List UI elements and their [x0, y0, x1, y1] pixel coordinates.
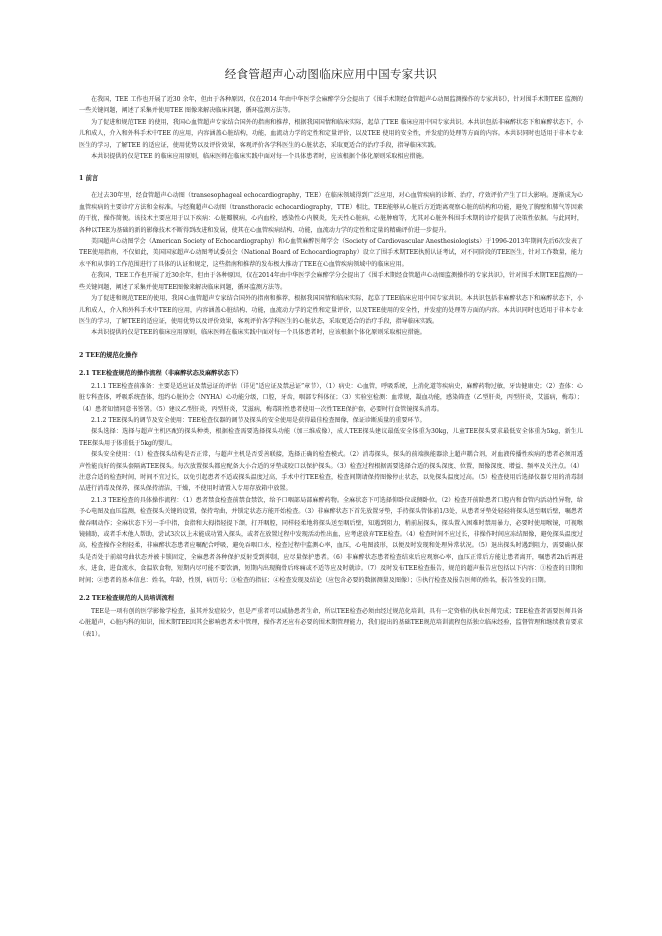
body-paragraph: 2.1.1 TEE检查前准备：主要是适应证及禁忌证的评估（详见“适应证及禁忌证”章节），（1）病史：心血管，呼吸系统，上消化道等疾病史，麻醉药物过敏，牙齿健康史；（2）查体：心脏专科查体，呼吸系统查体，纽约心脏协会（NYHA）心功能分级，口腔，牙齿，咽部专科体征；（3）实验室检测：血常规，凝血功能，感染筛查（乙型肝炎，丙型肝炎，艾滋病，梅毒）；（4）患者知情同意书签署。（5）建议乙型肝炎，丙型肝炎，艾滋病，梅毒阳性患者使用一次性TEE保护套，必要时行食管镜探头消毒。 [79, 382, 583, 413]
subsection-heading: 2.2 TEE检查规范的人员培训流程 [79, 595, 175, 603]
abstract-paragraph: 本共识提供的仅是TEE 的临床应用原则，临床医师在临床实践中面对每一个具体患者时，应该根据个体化原则采取相应措施。 [91, 153, 428, 161]
body-paragraph: 本共识提供的仅是TEE的临床应用原则，临床医师在临床实践中面对每一个具体患者时，应该根据个体化原则采取相应措施。 [91, 329, 426, 337]
body-paragraph: 在过去30年里，经食管超声心动图（transesophageal echocardiography，TEE）在临床领域得到广泛应用，对心血管疾病的诊断、治疗，疗效评价产生了巨大影响。逐渐成为心血管疾病的主要诊疗方法和金标准。与经胸超声心动图（transthoracic echocardiography，TTE）相比，TEE能够从心脏后方近距离观察心脏的结构和功能，避免了胸壁和肺气等因素的干扰，操作简便。该技术主要应用于以下疾病：心脏瓣膜病，心内血栓，感染性心内膜炎，先天性心脏病，心脏肿瘤等，尤其对心脏外科围手术期的诊疗提供了决策性依据。与此同时，各种以TEE为基础的新的影像技术不断得到改进和发展，使其在心血管疾病结构、功能，血流动力学的定性和定量的精确评价进一步提升。 [79, 192, 583, 234]
body-paragraph: 探头选择：选择与超声主机匹配的探头种类，根据检查需要选择探头功能（加三维成像），成人TEE探头建议最低安全体重为30kg，儿童TEE探头要求最低安全体重为5kg，新生儿TEE探头用于体重低于5kg的婴儿。 [79, 428, 583, 447]
abstract-paragraph: 为了促进和规范TEE 的使用，我国心血管超声专家结合国外的指南和推荐，根据我国国情和临床实际，起草了TEE 临床应用中国专家共识。本共识包括非麻醉状态下和麻醉状态下，小儿和成人，介入和外科手术中TEE 的应用，内容涵盖心脏结构，功能，血流动力学的定性和定量评价，以及TEE 使用的安全性，并发症的处理等方面的内容。本共识同时也适用于非本专业医生的学习，了解TEE 的适应证，使用优势以及评价效果，客观评价各学科医生的心脏状态，采取更适合的治疗手段，指导临床实践。 [79, 118, 583, 149]
body-paragraph: 探头安全使用：（1）检查探头结构是否正常，与超声主机是否妥善联接，选择正确的检查模式。（2）消毒探头，探头的前端换能器涂上超声耦合剂，对血液传播性疾病的患者必须用透声性能良好的探头套隔离TEE探头。每次放置探头都应配备大小合适的牙垫或咬口以保护探头。（3）检查过程根据需要选择合适的探头深度、位置，图像深度、增益、频率及关注点。（4）注意合适的检查时间，时间不宜过长，以免引起患者不适或探头温度过高，手术中行TEE检查，检查间期请保持图像停止状态，以免探头温度过高。（5）检查使用后选择仪器专用的消毒制品进行消毒及保养，探头保持清洁，干燥，不使用时请置入专用存放箱中放置。 [79, 451, 583, 493]
abstract-paragraph: 在我国，TEE 工作也开展了近30 余年，但由于各种原因，仅在2014 年由中华医学会麻醉学分会提出了《围手术期经食管超声心动图监测操作的专家共识》，针对围手术期TEE 监测的一些关键问题，阐述了采集并使用TEE 图像来解决临床问题，循环监测方法等。 [79, 96, 583, 115]
body-paragraph: 2.1.3 TEE检查的具体操作流程：（1）患者禁食检查前禁食禁饮，给予口咽部局部麻醉药物。全麻状态下可选择仰卧位或侧卧位。（2）检查开前除患者口腔内和食管内活动性异物，给予心电图及血压监测，检查探头关键的设置，保持弯曲，并锁定状态方能开始检查。（3）非麻醉状态下首先放置牙垫，手持探头管体前1/3处，从患者牙垫处轻轻将探头送至咽后壁，嘱患者做吞咽动作；全麻状态下另一手中指，食指和大拇指轻提下颌，打开咽腔，同样轻柔地将探头送至咽后壁，知遇到阻力，稍前屈探头，探头置入困难时禁用暴力，必要时使用喉镜，可视喉镜辅助，或者手术他人帮助，尝试3次以上未能成功置入探头，或者在放置过程中发现活动性出血，应考虑放弃TEE检查。（4）检查时间不应过长，非操作时间应冻结图像，避免探头温度过高，检查操作全程轻柔，非麻醉状态患者应嘱配合呼吸，避免吞咽口水，检查过程中监测心率，血压，心电图波形，以便及时发现和处理异常状况。（5）退出探头时遇到阻力，需要确认探头是否处于前端弯曲状态并被卡锁固定，全麻患者各种保护反射受到抑制，应尽量保护患者。（6）非麻醉状态患者检查结束后应观察心率，血压正常后方能让患者离开，嘱患者2h后再进水，进食，进食流水，食温软食物，短期内尽可能不要饮酒，短期内出现胸骨后疼痛或不适等应及时就诊。（7）及时发布TEE检查报告，规范的超声报告应包括以下内容：①检查的日期和时间；②患者的基本信息：姓名，年龄，性别，病历号；③检查的指征；④检查发现及结论（应包含必要的数据测量及图像）；⑤执行检查及报告医师的姓名，报告签发的日期。 [79, 496, 583, 584]
document-title: 经食管超声心动图临床应用中国专家共识 [224, 67, 438, 81]
section-standard-operation [79, 351, 583, 641]
section-introduction [79, 174, 583, 338]
abstract-block [79, 94, 583, 162]
body-paragraph: 为了促进和规范TEE的使用，我国心血管超声专家结合国外的指南和推荐，根据我国国情和临床实际，起草了TEE临床应用中国专家共识。本共识包括非麻醉状态下和麻醉状态下，小儿和成人，介入和外科手术中TEE的应用，内容涵盖心脏结构、功能，血流动力学的定性和定量评价，以及TEE使用的安全性，并发症的处理等方面的内容。本共识同时也适用于非本专业医生的学习，了解TEE的适应证，使用优势以及评价效果，客观评价各学科医生的心脏状态，采取更适合的治疗手段，指导临床实践。 [79, 295, 583, 325]
section-heading: 2 TEE的规范化操作 [79, 351, 138, 359]
body-paragraph: 2.1.2 TEE探头的调节及安全使用：TEE检查仪器的调节及探头的安全使用是获得最佳检查图像，保证诊断质量的重要环节。 [91, 416, 426, 424]
body-paragraph: 美国超声心动图学会（American Society of Echocardiography）和心血管麻醉医师学会（Society of Cardiovascular Anesthesiologists）于1996-2013年期间先后6次发表了TEE使用指南，不仅如此，美国国家超声心动图考试委员会（National Board of Echocardiography）设立了围手术期TEE执照认证考试，对不同阶段的TEE医生，针对工作数量，能力水平和从事的工作范围进行了具体的认证和规定，这些指南和推荐的发布极大推动了TEE在心血管疾病领域中的临床应用。 [79, 238, 583, 268]
subsection-heading: 2.1 TEE检查规范的操作流程（非麻醉状态及麻醉状态下） [79, 369, 243, 377]
body-paragraph: TEE是一项有创的医学影像学检查，虽其并发症较少，但是严重者可以威胁患者生命，所以TEE检查必须由经过规范化培训，具有一定资格的执业医师完成；TEE检查者需要医师具备心脏超声，心脏内科的知识，围术期TEE因其会影响患者术中管理，操作者还应有必要的围术期管理能力，我们提出的基础TEE规范培训流程包括独立临床经验，监督管理和继续教育要求（表1）。 [79, 608, 583, 638]
body-paragraph: 在我国，TEE工作也开展了近30余年，但由于各种原因，仅在2014年由中华医学会麻醉学分会提出了《围手术期经食管超声心动图监测操作的专家共识》，针对围手术期TEE监测的一些关键问题，阐述了采集并使用TEE图像来解决临床问题，循环监测方法等。 [79, 272, 583, 291]
section-heading: 1 前言 [79, 175, 99, 183]
